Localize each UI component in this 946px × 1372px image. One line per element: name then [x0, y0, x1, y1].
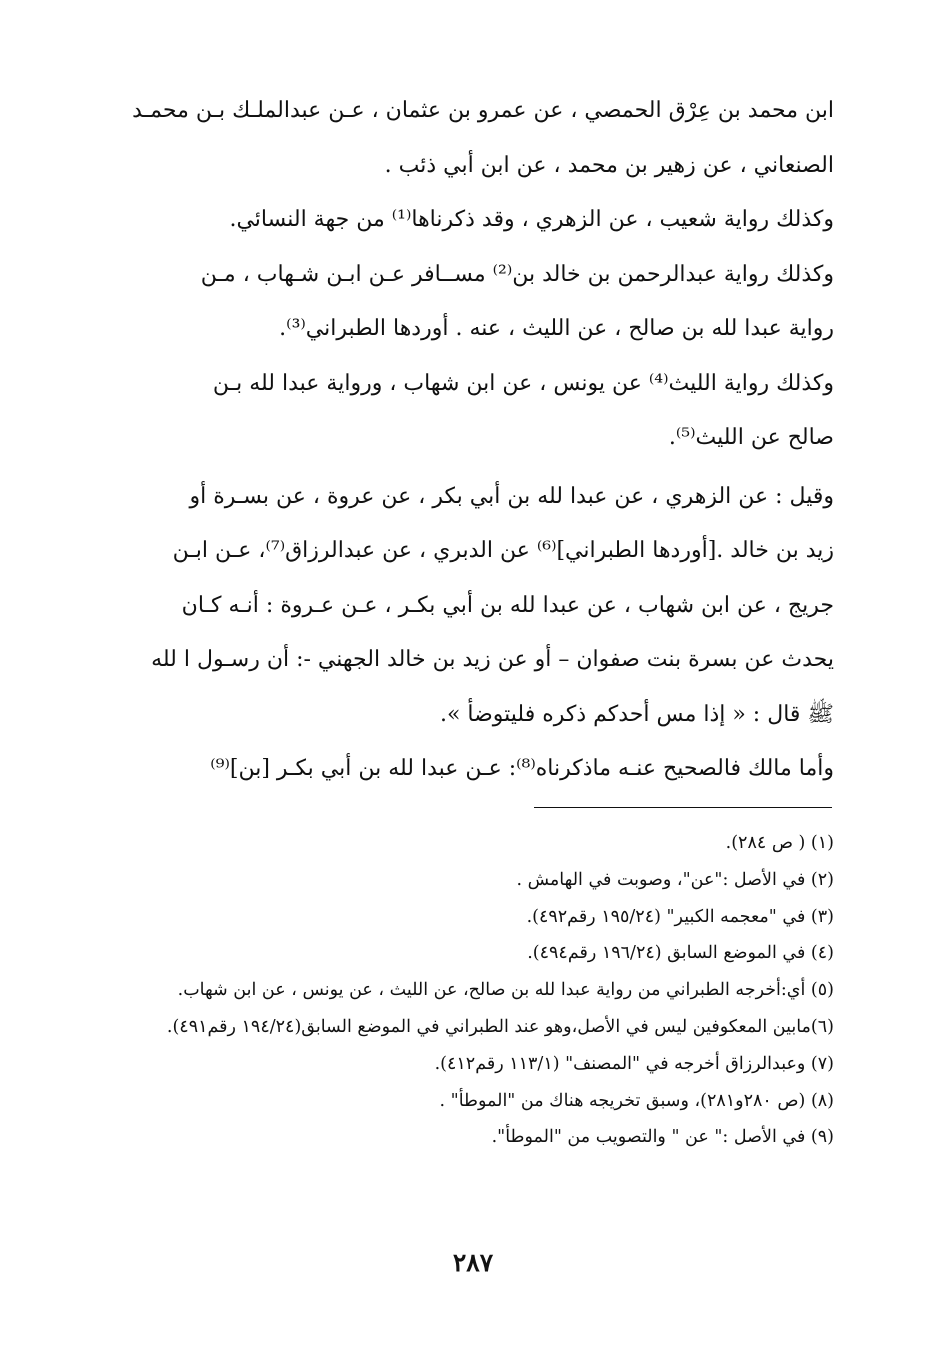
footnotes — [118, 825, 834, 1156]
text-line: وأما مالك فالصحيح عنـه ماذكرناه⁽⁸⁾: عـن عبدا لله بن أبي بكـر [بن]⁽⁹⁾ — [210, 756, 834, 781]
text-line: ابن محمد بن عِرْق الحمصي ، عن عمرو بن عثمان ، عـن عبدالملـك بـن محمـد — [132, 98, 834, 123]
footnote: (٧) وعبدالرزاق أخرجه في "المصنف" (١١٣/١ رقم٤١٢). — [434, 1053, 834, 1074]
footnote: (٨) (ص ٢٨٠و٢٨١)، وسبق تخريجه هناك من "الموطأ" . — [439, 1090, 834, 1111]
page-number: ٢٨٧ — [452, 1248, 494, 1277]
text-line: ﷺ قال : « إذا مس أحدكم ذكره فليتوضأ ». — [439, 701, 834, 727]
text-line: وكذلك رواية شعيب ، عن الزهري ، وقد ذكرناها⁽¹⁾ من جهة النسائي. — [229, 207, 834, 232]
text-line: جريج ، عن ابن شهاب ، عن عبدا لله بن أبي بكـر ، عـن عـروة : أنـه كـان — [181, 592, 834, 618]
footnote: (٣) في "معجمه الكبير" (١٩٥/٢٤ رقم٤٩٢). — [526, 906, 834, 927]
text-line: صالح عن الليث⁽⁵⁾. — [668, 425, 834, 450]
footnote: (٦)مابين المعكوفين ليس في الأصل،وهو عند الطبراني في الموضع السابق(١٩٤/٢٤ رقم٤٩١). — [166, 1016, 834, 1037]
main-text — [118, 84, 834, 797]
footnote: (١) ( ص ٢٨٤). — [725, 833, 834, 853]
text-line: زيد بن خالد .[أوردها الطبراني]⁽⁶⁾ عن الدبري ، عن عبدالرزاق⁽⁷⁾، عـن ابـن — [172, 538, 834, 563]
text-line: وكذلك رواية عبدالرحمن بن خالد بن⁽²⁾ مســافر عـن ابـن شـهاب ، مـن — [200, 261, 834, 287]
text-line: يحدث عن بسرة بنت صفوان – أو عن زيد بن خالد الجهني -: أن رسـول ا لله — [151, 647, 834, 672]
footnote: (٩) في الأصل :" عن " والتصويب من "الموطأ". — [491, 1127, 834, 1148]
text-line: وكذلك رواية الليث⁽⁴⁾ عن يونس ، عن ابن شهاب ، ورواية عبدا لله بـن — [212, 370, 834, 396]
text-line: الصنعاني ، عن زهير بن محمد ، عن ابن أبي ذئب . — [384, 152, 834, 178]
footnote: (٥) أي:أخرجه الطبراني من رواية عبدا لله بن صالح، عن الليث ، عن يونس ، عن ابن شهاب. — [177, 980, 834, 1001]
text-line: رواية عبدا لله بن صالح ، عن الليث ، عنه . أوردها الطبراني⁽³⁾. — [279, 316, 834, 341]
text-line: وقيل : عن الزهري ، عن عبدا لله بن أبي بكر ، عن عروة ، عن بسـرة أو — [189, 483, 834, 509]
footnote-divider — [534, 807, 832, 808]
footnote: (٢) في الأصل :"عن"، وصوبت في الهامش . — [516, 869, 834, 890]
footnote: (٤) في الموضع السابق (١٩٦/٢٤ رقم٤٩٤). — [527, 943, 834, 964]
